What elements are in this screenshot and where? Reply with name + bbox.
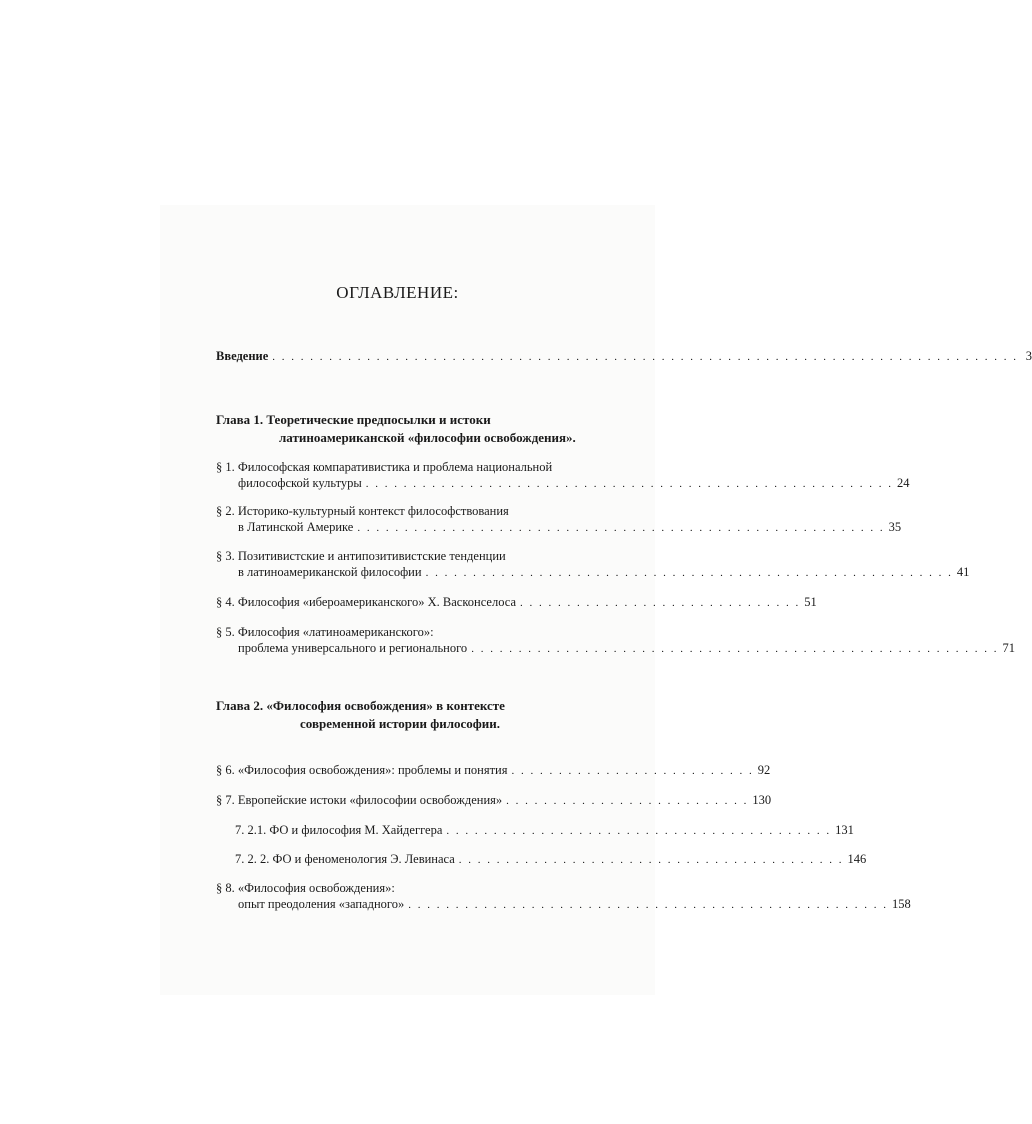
chapter-1-line2: латиноамериканской «философии освобождения».	[279, 430, 576, 445]
entry-line1: § 3. Позитивистские и антипозитивистские тенденции	[216, 549, 506, 563]
entry-page: 41	[956, 565, 970, 579]
entry-line2: проблема универсального и регионального	[238, 641, 468, 655]
chapter-2-heading	[216, 697, 505, 733]
entry-line2: в Латинской Америке	[238, 520, 354, 534]
entry-line1: § 6. «Философия освобождения»: проблемы и понятия	[216, 763, 508, 777]
chapter-1-heading	[216, 411, 576, 447]
entry-line2: в латиноамериканской философии	[238, 565, 422, 579]
entry-line1: § 4. Философия «ибероамериканского» Х. Васконселоса	[216, 595, 517, 609]
toc-entry-intro[interactable]	[216, 349, 1032, 364]
entry-line1: § 7. Европейские истоки «философии освобождения»	[216, 793, 503, 807]
entry-line1: § 2. Историко-культурный контекст философствования	[216, 504, 509, 518]
entry-line1: § 5. Философия «латиноамериканского»:	[216, 625, 434, 639]
toc-entry-1[interactable]	[216, 459, 910, 492]
toc-entry-7[interactable]	[216, 792, 772, 809]
chapter-2-line2: современной истории философии.	[300, 716, 501, 731]
chapter-2-line1: Глава 2. «Философия освобождения» в контексте	[216, 698, 505, 713]
chapter-1-line1: Глава 1. Теоретические предпосылки и истоки	[216, 412, 491, 427]
entry-page: 71	[1002, 641, 1015, 655]
entry-page: 24	[897, 476, 910, 490]
entry-line2: опыт преодоления «западного»	[238, 897, 405, 911]
entry-page: 130	[752, 793, 772, 807]
dot-leader: . . . . . . . . . . . . . . . . . . . . . . . . . . . . . . . . . . . . . . . . . . . . . . . . . . . . . . . .	[365, 478, 894, 490]
toc-entry-8[interactable]	[216, 880, 911, 913]
intro-label: Введение	[216, 349, 269, 363]
toc-title: ОГЛАВЛЕНИЕ:	[336, 283, 459, 302]
toc-entry-4[interactable]	[216, 594, 817, 611]
toc-entry-5[interactable]	[216, 624, 1015, 657]
entry-line1: 7. 2. 2. ФО и феноменология Э. Левинаса	[235, 852, 455, 866]
toc-entry-7-2-1[interactable]	[235, 822, 854, 839]
entry-page: 131	[835, 823, 854, 837]
dot-leader: . . . . . . . . . . . . . . . . . . . . . . . . . . . . . . . . . . . . . . . . . . . . . . . . . . . . . . . . . . . . . . . . . . . . . . . . . . . . . . .	[272, 351, 1019, 363]
entry-line1: § 8. «Философия освобождения»:	[216, 881, 395, 895]
entry-line1: § 1. Философская компаративистика и проблема национальной	[216, 460, 553, 474]
entry-page: 51	[804, 595, 817, 609]
dot-leader: . . . . . . . . . . . . . . . . . . . . . . . . . . . . . . . . . . . . . . . . . . . . . . . . . . .	[408, 899, 888, 911]
dot-leader: . . . . . . . . . . . . . . . . . . . . . . . . . . . . . .	[520, 597, 801, 609]
toc-entry-2[interactable]	[216, 503, 902, 536]
entry-line1: 7. 2.1. ФО и философия М. Хайдеггера	[235, 823, 443, 837]
toc-entry-7-2-2[interactable]	[235, 851, 867, 868]
entry-page: 158	[891, 897, 911, 911]
dot-leader: . . . . . . . . . . . . . . . . . . . . . . . . . . . . . . . . . . . . . . . . . . . . . . . . . . . . . . . .	[357, 522, 885, 534]
intro-page: 3	[1025, 349, 1032, 363]
dot-leader: . . . . . . . . . . . . . . . . . . . . . . . . . . . . . . . . . . . . . . . . . . . . . . . . . . . . . . . .	[425, 567, 953, 579]
entry-page: 35	[888, 520, 902, 534]
dot-leader: . . . . . . . . . . . . . . . . . . . . . . . . . . . . . . . . . . . . . . . . .	[446, 825, 832, 837]
dot-leader: . . . . . . . . . . . . . . . . . . . . . . . . . .	[506, 795, 749, 807]
toc-entry-6[interactable]	[216, 762, 771, 779]
dot-leader: . . . . . . . . . . . . . . . . . . . . . . . . . . . . . . . . . . . . . . . . .	[458, 854, 844, 866]
dot-leader: . . . . . . . . . . . . . . . . . . . . . . . . . . . . . . . . . . . . . . . . . . . . . . . . . . . . . . . .	[471, 643, 999, 655]
toc-entry-3[interactable]	[216, 548, 970, 581]
entry-line2: философской культуры	[238, 476, 362, 490]
entry-page: 92	[757, 763, 771, 777]
dot-leader: . . . . . . . . . . . . . . . . . . . . . . . . . .	[511, 765, 754, 777]
entry-page: 146	[847, 852, 867, 866]
